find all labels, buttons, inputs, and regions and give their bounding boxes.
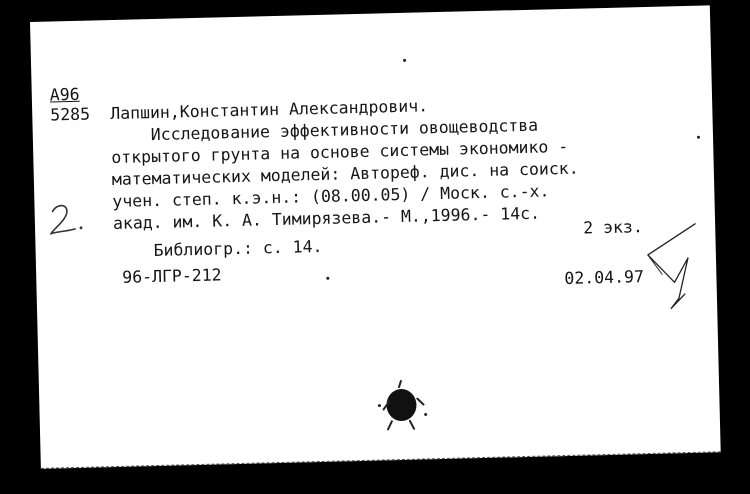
title-line-3: математических моделей: Автореф. дис. на соиск. xyxy=(111,158,579,190)
date-stamp: 02.04.97 xyxy=(564,267,645,289)
ink-blot-icon xyxy=(369,374,435,440)
copies-count: 2 экз. xyxy=(582,217,644,238)
catalog-code: 96-ЛГР-212 xyxy=(122,265,222,287)
record-number: 5285 xyxy=(50,104,91,125)
handwritten-mark-icon xyxy=(46,201,87,238)
signature-mark-icon xyxy=(633,220,705,314)
title-line-1: Исследование эффективности овощеводства xyxy=(150,115,539,145)
imprint-line: акад. им. К. А. Тимирязева.- М.,1996.- 14с. xyxy=(112,203,541,234)
title-line-2: открытого грунта на основе системы экономико - xyxy=(111,136,569,168)
title-line-4: учен. степ. к.э.н.: (08.00.05) / Моск. с.-х. xyxy=(112,181,550,212)
speck xyxy=(697,136,700,139)
bibliography-note: Библиогр.: с. 14. xyxy=(153,236,323,261)
speck xyxy=(403,59,406,62)
speck xyxy=(326,277,329,280)
author-line: Лапшин,Константин Александрович. xyxy=(110,96,429,124)
catalog-card xyxy=(30,5,721,468)
shelfmark: А96 xyxy=(49,84,80,105)
